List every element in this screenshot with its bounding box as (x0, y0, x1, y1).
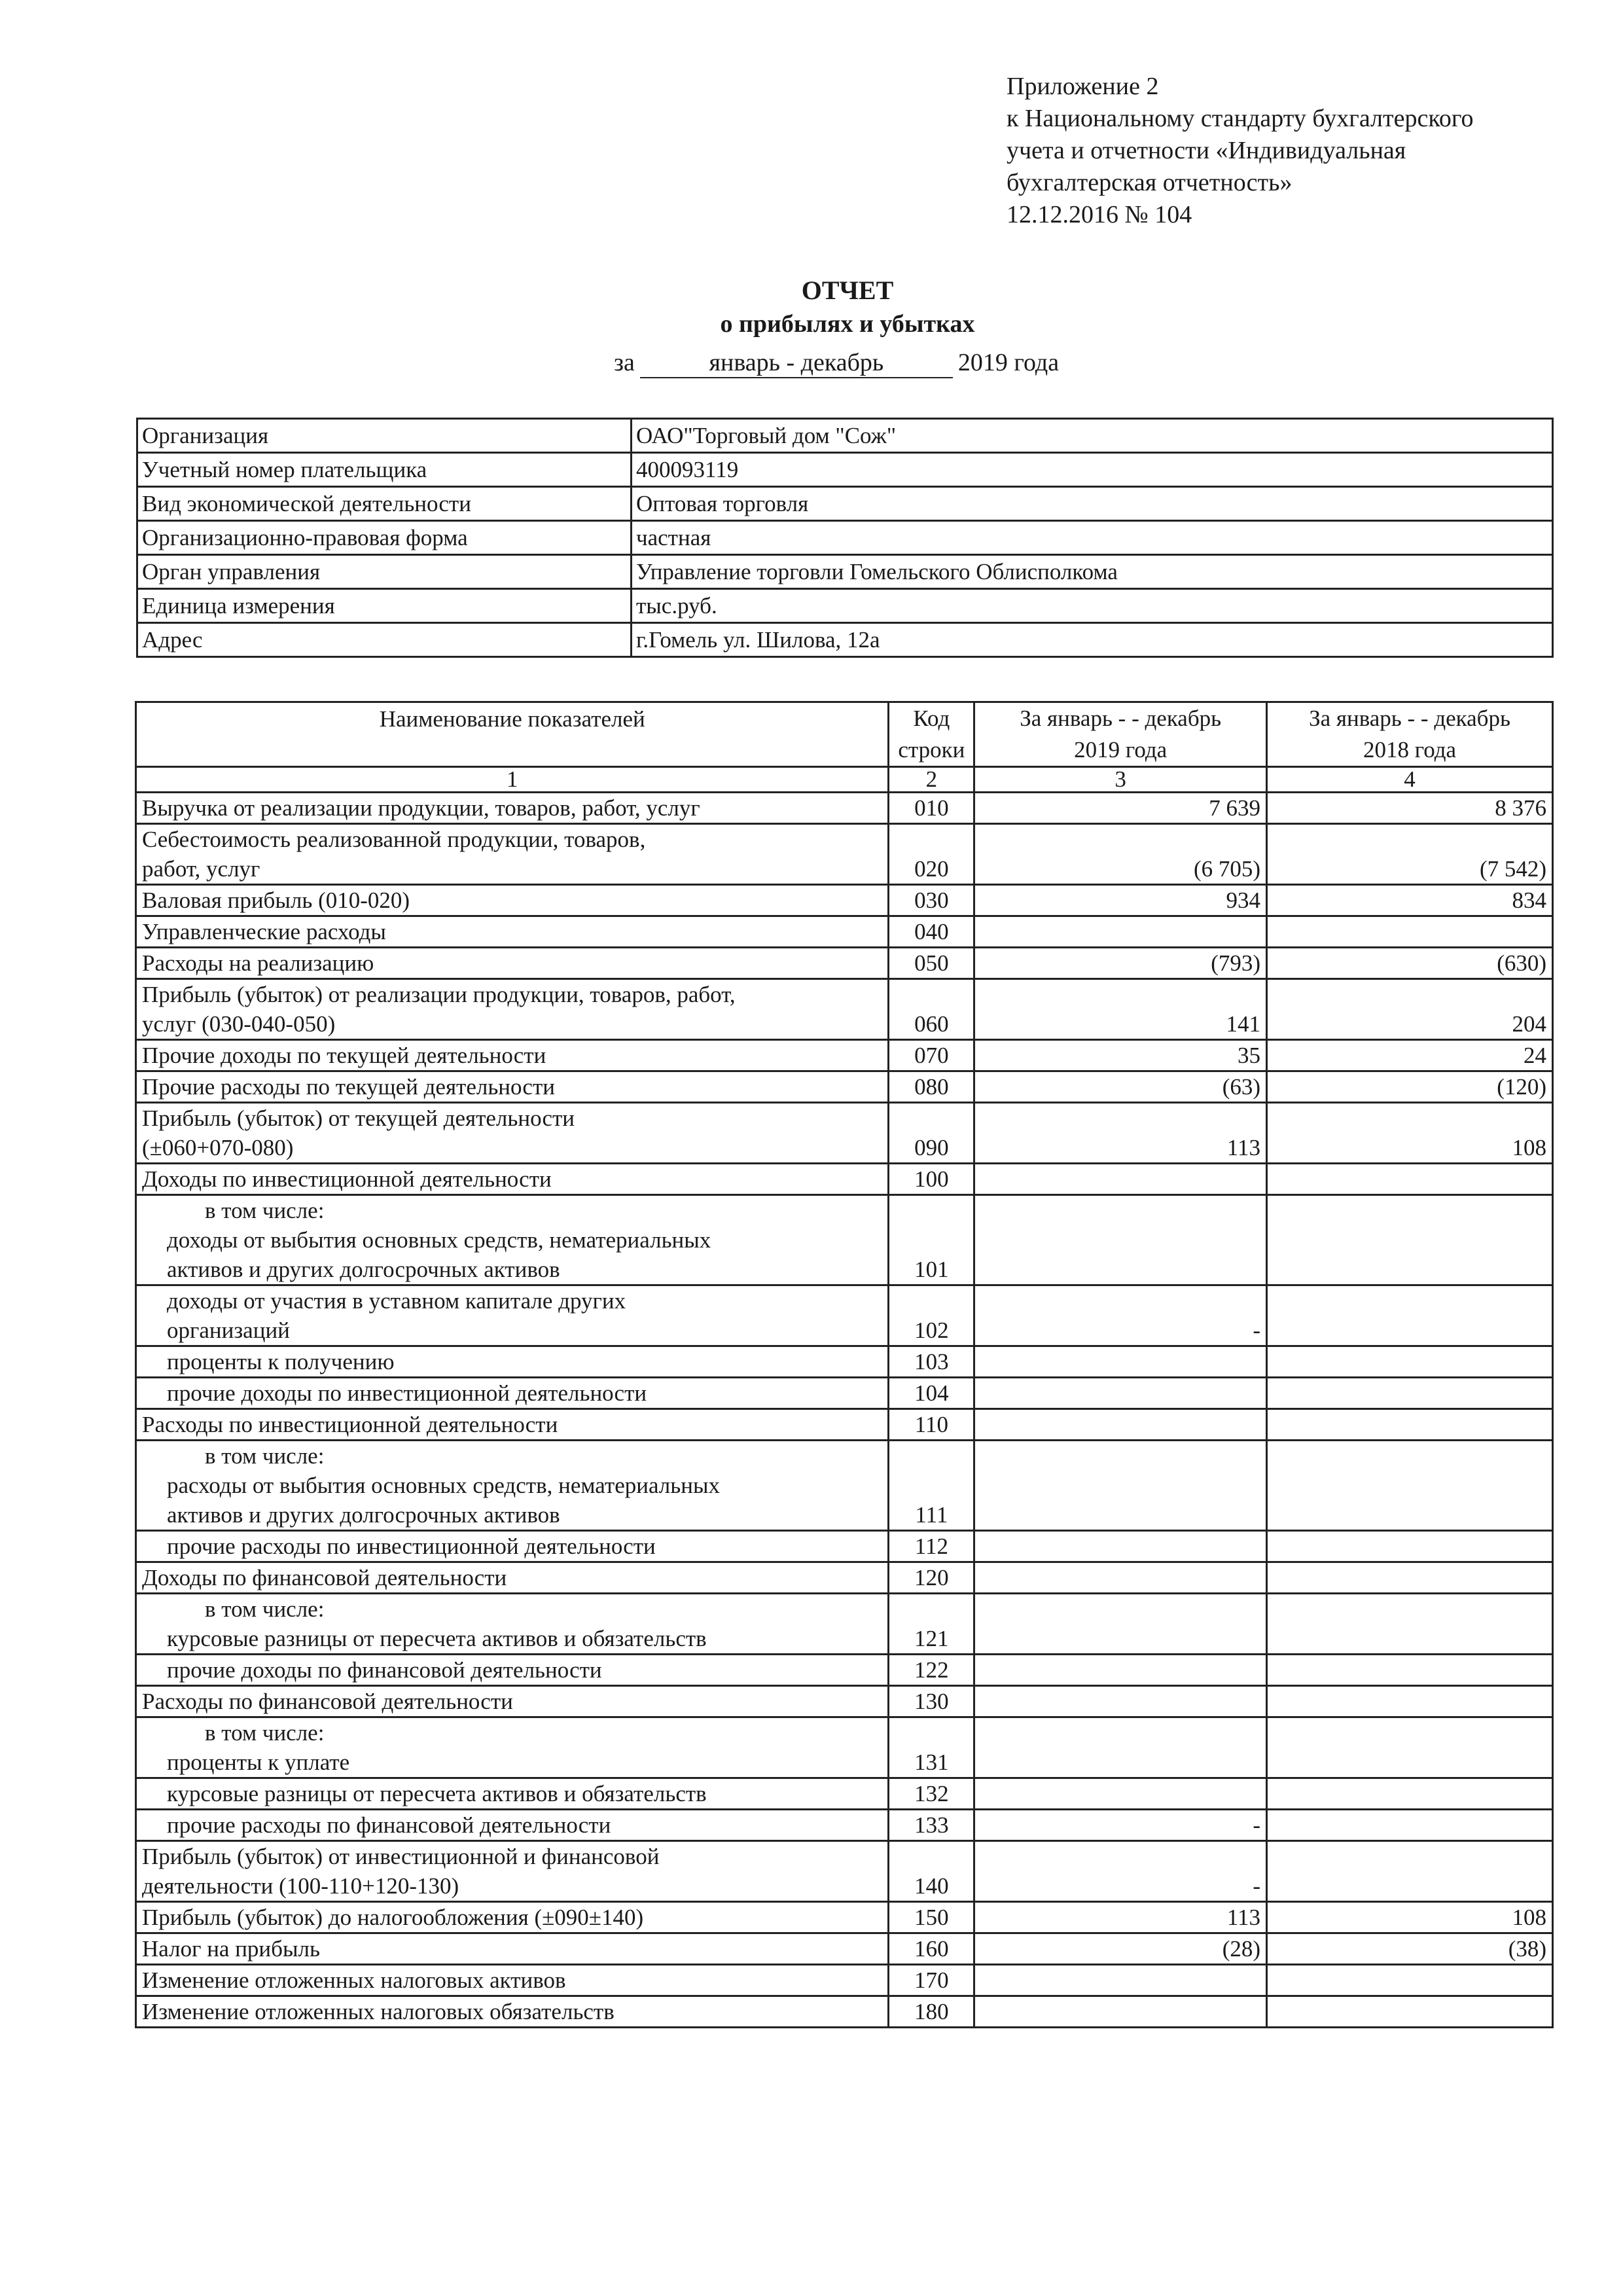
indicator-name-line: курсовые разницы от пересчета активов и обязательств (167, 1781, 707, 1806)
indicator-name-line: в том числе: (205, 1596, 325, 1622)
value-2018 (1267, 1562, 1553, 1594)
value-2019: - (974, 1285, 1267, 1346)
indicator-name (136, 1686, 889, 1717)
report-row (136, 1409, 1553, 1441)
appendix-note (1007, 71, 1474, 231)
indicator-name-line: проценты к получению (167, 1349, 395, 1374)
row-code: 090 (889, 1103, 974, 1164)
header-indicator-name: Наименование показателей (136, 702, 889, 767)
value-2018: (630) (1267, 948, 1553, 979)
report-row (136, 1531, 1553, 1562)
report-row (136, 1933, 1553, 1965)
indicator-name (136, 948, 889, 979)
value-2019 (974, 1717, 1267, 1778)
organization-row (137, 555, 1553, 589)
indicator-name-line: Прибыль (убыток) от реализации продукции, товаров, работ, (142, 982, 736, 1007)
indicator-name-line: Расходы по инвестиционной деятельности (142, 1412, 558, 1437)
appendix-line: Приложение 2 (1007, 73, 1159, 100)
indicator-name (136, 1933, 889, 1965)
row-code: 131 (889, 1717, 974, 1778)
row-code: 030 (889, 885, 974, 916)
header-current-line: 2019 года (1074, 737, 1168, 762)
organization-field-value: частная (632, 521, 1553, 555)
value-2018: 8 376 (1267, 793, 1553, 824)
value-2019 (974, 1778, 1267, 1810)
value-2018 (1267, 1346, 1553, 1378)
indicator-name-line: расходы от выбытия основных средств, нематериальных (167, 1473, 720, 1498)
row-code: 122 (889, 1655, 974, 1686)
report-row (136, 1346, 1553, 1378)
document-subtitle: о прибылях и убытках (720, 310, 975, 338)
period-prefix: за (614, 349, 635, 376)
indicator-name-line: Валовая прибыль (010-020) (142, 888, 410, 913)
value-2019 (974, 1655, 1267, 1686)
value-2018 (1267, 1164, 1553, 1195)
indicator-name-line: в том числе: (205, 1443, 325, 1469)
organization-field-label: Учетный номер плательщика (137, 453, 632, 487)
header-previous-period (1267, 702, 1553, 767)
indicator-name (136, 1655, 889, 1686)
row-code: 104 (889, 1378, 974, 1409)
indicator-name-line: работ, услуг (142, 856, 260, 882)
value-2018 (1267, 916, 1553, 948)
value-2018: 834 (1267, 885, 1553, 916)
report-row (136, 1562, 1553, 1594)
value-2018 (1267, 1717, 1553, 1778)
header-current-line: За январь - - декабрь (1020, 706, 1222, 731)
indicator-name-line: курсовые разницы от пересчета активов и обязательств (167, 1626, 707, 1651)
indicator-name (136, 1531, 889, 1562)
indicator-name (136, 1902, 889, 1933)
indicator-name (136, 1562, 889, 1594)
indicator-name-line: услуг (030-040-050) (142, 1011, 336, 1037)
indicator-name-line: Расходы по финансовой деятельности (142, 1689, 513, 1714)
value-2019: 35 (974, 1040, 1267, 1071)
report-period (614, 348, 1059, 378)
indicator-name-line: в том числе: (205, 1198, 325, 1223)
value-2019 (974, 1441, 1267, 1531)
indicator-name (136, 916, 889, 948)
row-code: 040 (889, 916, 974, 948)
indicator-name-line: в том числе: (205, 1720, 325, 1746)
row-code: 110 (889, 1409, 974, 1441)
report-row (136, 1040, 1553, 1071)
indicator-name-line: организаций (167, 1318, 290, 1343)
report-row (136, 1655, 1553, 1686)
row-code: 150 (889, 1902, 974, 1933)
row-code: 010 (889, 793, 974, 824)
value-2019 (974, 1531, 1267, 1562)
indicator-name-line: Прибыль (убыток) до налогообложения (±090±140) (142, 1905, 644, 1930)
report-row (136, 1841, 1553, 1902)
indicator-name-line: прочие расходы по финансовой деятельности (167, 1812, 611, 1838)
value-2019 (974, 1195, 1267, 1285)
indicator-name (136, 1441, 889, 1531)
organization-row (137, 419, 1553, 453)
row-code: 020 (889, 824, 974, 885)
row-code: 112 (889, 1531, 974, 1562)
organization-row (137, 453, 1553, 487)
row-code: 101 (889, 1195, 974, 1285)
row-code: 130 (889, 1686, 974, 1717)
indicator-name-line: проценты к уплате (167, 1749, 350, 1775)
indicator-name (136, 793, 889, 824)
indicator-name-line: Выручка от реализации продукции, товаров, работ, услуг (142, 795, 700, 821)
indicator-name-line: прочие доходы по инвестиционной деятельности (167, 1380, 647, 1406)
header-row (136, 702, 1553, 767)
column-number: 2 (889, 767, 974, 793)
value-2019: (63) (974, 1071, 1267, 1103)
organization-field-label: Единица измерения (137, 589, 632, 623)
appendix-line: учета и отчетности «Индивидуальная (1007, 137, 1406, 164)
row-code: 100 (889, 1164, 974, 1195)
indicator-name (136, 1409, 889, 1441)
row-code: 103 (889, 1346, 974, 1378)
indicator-name-line: Изменение отложенных налоговых обязательств (142, 1999, 615, 2024)
indicator-name (136, 1103, 889, 1164)
report-row (136, 1164, 1553, 1195)
indicator-name-line: Прибыль (убыток) от текущей деятельности (142, 1105, 575, 1131)
report-row (136, 1071, 1553, 1103)
period-suffix: 2019 года (957, 349, 1060, 376)
row-code: 111 (889, 1441, 974, 1531)
organization-field-value: Оптовая торговля (632, 487, 1553, 521)
document-title: ОТЧЕТ (801, 276, 894, 305)
row-code: 140 (889, 1841, 974, 1902)
indicator-name-line: Расходы на реализацию (142, 950, 374, 976)
row-code: 060 (889, 979, 974, 1040)
value-2018 (1267, 1441, 1553, 1531)
report-row (136, 916, 1553, 948)
row-code: 102 (889, 1285, 974, 1346)
report-row (136, 1686, 1553, 1717)
organization-row (137, 589, 1553, 623)
report-row (136, 885, 1553, 916)
title-block (0, 274, 1623, 340)
organization-field-label: Вид экономической деятельности (137, 487, 632, 521)
indicator-name (136, 1717, 889, 1778)
value-2018: (120) (1267, 1071, 1553, 1103)
value-2019: (28) (974, 1933, 1267, 1965)
value-2019 (974, 1996, 1267, 2028)
indicator-name (136, 1195, 889, 1285)
report-row (136, 1717, 1553, 1778)
indicator-name-line: Доходы по финансовой деятельности (142, 1565, 507, 1590)
appendix-line: бухгалтерская отчетность» (1007, 169, 1293, 196)
report-row (136, 1441, 1553, 1531)
value-2019 (974, 1562, 1267, 1594)
indicator-name (136, 1071, 889, 1103)
row-code: 180 (889, 1996, 974, 2028)
indicator-name-line: Себестоимость реализованной продукции, товаров, (142, 827, 646, 852)
indicator-name (136, 1378, 889, 1409)
report-row (136, 824, 1553, 885)
value-2019 (974, 1378, 1267, 1409)
organization-field-value: г.Гомель ул. Шилова, 12а (632, 623, 1553, 657)
value-2018: 24 (1267, 1040, 1553, 1071)
indicator-name (136, 885, 889, 916)
report-row (136, 1103, 1553, 1164)
column-number: 3 (974, 767, 1267, 793)
indicator-name-line: Изменение отложенных налоговых активов (142, 1967, 566, 1993)
report-row (136, 1285, 1553, 1346)
organization-field-label: Орган управления (137, 555, 632, 589)
row-code: 080 (889, 1071, 974, 1103)
indicator-name-line: деятельности (100-110+120-130) (142, 1873, 459, 1899)
report-row (136, 979, 1553, 1040)
row-code: 133 (889, 1810, 974, 1841)
organization-table (136, 418, 1554, 658)
header-previous-line: 2018 года (1363, 737, 1457, 762)
value-2018 (1267, 1195, 1553, 1285)
indicator-name-line: Доходы по инвестиционной деятельности (142, 1166, 552, 1192)
organization-row (137, 487, 1553, 521)
value-2018: (7 542) (1267, 824, 1553, 885)
indicator-name (136, 824, 889, 885)
value-2019: - (974, 1841, 1267, 1902)
report-row (136, 1965, 1553, 1996)
organization-field-value: 400093119 (632, 453, 1553, 487)
value-2019 (974, 1346, 1267, 1378)
row-code: 070 (889, 1040, 974, 1071)
report-row (136, 1902, 1553, 1933)
indicator-name-line: Управленческие расходы (142, 919, 386, 944)
report-table (135, 701, 1554, 2028)
value-2018 (1267, 1285, 1553, 1346)
row-code: 050 (889, 948, 974, 979)
value-2019 (974, 1686, 1267, 1717)
row-code: 120 (889, 1562, 974, 1594)
indicator-name-line: доходы от участия в уставном капитале других (167, 1288, 626, 1314)
organization-field-value: ОАО"Торговый дом "Сож" (632, 419, 1553, 453)
organization-field-label: Организационно-правовая форма (137, 521, 632, 555)
value-2018 (1267, 1655, 1553, 1686)
indicator-name (136, 1594, 889, 1655)
report-row (136, 1996, 1553, 2028)
value-2018 (1267, 1378, 1553, 1409)
row-code: 121 (889, 1594, 974, 1655)
value-2018: 108 (1267, 1902, 1553, 1933)
indicator-name-line: доходы от выбытия основных средств, нематериальных (167, 1227, 711, 1253)
value-2018 (1267, 1409, 1553, 1441)
report-row (136, 793, 1553, 824)
indicator-name-line: Прибыль (убыток) от инвестиционной и финансовой (142, 1844, 660, 1869)
indicator-name (136, 1841, 889, 1902)
organization-row (137, 623, 1553, 657)
header-current-period (974, 702, 1267, 767)
indicator-name (136, 1346, 889, 1378)
column-number-row (136, 767, 1553, 793)
header-code (889, 702, 974, 767)
row-code: 170 (889, 1965, 974, 1996)
value-2019: 113 (974, 1902, 1267, 1933)
value-2019 (974, 1164, 1267, 1195)
indicator-name-line: активов и других долгосрочных активов (167, 1257, 560, 1282)
indicator-name (136, 1285, 889, 1346)
organization-row (137, 521, 1553, 555)
value-2019: 113 (974, 1103, 1267, 1164)
indicator-name-line: прочие доходы по финансовой деятельности (167, 1657, 602, 1683)
value-2019: 141 (974, 979, 1267, 1040)
indicator-name (136, 979, 889, 1040)
value-2019: 7 639 (974, 793, 1267, 824)
report-row (136, 1810, 1553, 1841)
value-2019 (974, 1409, 1267, 1441)
period-value: январь - декабрь (640, 348, 953, 378)
value-2018: (38) (1267, 1933, 1553, 1965)
indicator-name (136, 1778, 889, 1810)
indicator-name (136, 1164, 889, 1195)
organization-field-value: тыс.руб. (632, 589, 1553, 623)
report-row (136, 948, 1553, 979)
column-number: 4 (1267, 767, 1553, 793)
report-row (136, 1778, 1553, 1810)
value-2019 (974, 916, 1267, 948)
organization-field-value: Управление торговли Гомельского Облисполкома (632, 555, 1553, 589)
header-previous-line: За январь - - декабрь (1309, 706, 1510, 731)
indicator-name (136, 1996, 889, 2028)
indicator-name-line: Прочие доходы по текущей деятельности (142, 1043, 546, 1068)
row-code: 132 (889, 1778, 974, 1810)
report-table-head (136, 702, 1553, 793)
value-2018 (1267, 1841, 1553, 1902)
value-2018 (1267, 1686, 1553, 1717)
value-2018 (1267, 1810, 1553, 1841)
organization-table-body (137, 419, 1553, 657)
report-row (136, 1378, 1553, 1409)
column-number: 1 (136, 767, 889, 793)
organization-field-label: Организация (137, 419, 632, 453)
value-2018 (1267, 1531, 1553, 1562)
indicator-name-line: Налог на прибыль (142, 1936, 320, 1962)
appendix-line: 12.12.2016 № 104 (1007, 201, 1192, 228)
value-2019: (793) (974, 948, 1267, 979)
value-2018: 204 (1267, 979, 1553, 1040)
appendix-line: к Национальному стандарту бухгалтерского (1007, 105, 1474, 132)
value-2019: - (974, 1810, 1267, 1841)
indicator-name (136, 1965, 889, 1996)
header-code-line: Код (913, 706, 950, 731)
report-row (136, 1195, 1553, 1285)
value-2019: 934 (974, 885, 1267, 916)
indicator-name (136, 1810, 889, 1841)
indicator-name (136, 1040, 889, 1071)
indicator-name-line: активов и других долгосрочных активов (167, 1502, 560, 1528)
indicator-name-line: (±060+070-080) (142, 1135, 294, 1160)
value-2018 (1267, 1778, 1553, 1810)
value-2019 (974, 1594, 1267, 1655)
value-2019: (6 705) (974, 824, 1267, 885)
report-row (136, 1594, 1553, 1655)
value-2019 (974, 1965, 1267, 1996)
value-2018 (1267, 1996, 1553, 2028)
header-code-line: строки (898, 737, 965, 762)
value-2018 (1267, 1594, 1553, 1655)
indicator-name-line: прочие расходы по инвестиционной деятельности (167, 1534, 656, 1559)
report-table-body (136, 793, 1553, 2028)
organization-field-label: Адрес (137, 623, 632, 657)
value-2018 (1267, 1965, 1553, 1996)
value-2018: 108 (1267, 1103, 1553, 1164)
row-code: 160 (889, 1933, 974, 1965)
indicator-name-line: Прочие расходы по текущей деятельности (142, 1074, 555, 1100)
